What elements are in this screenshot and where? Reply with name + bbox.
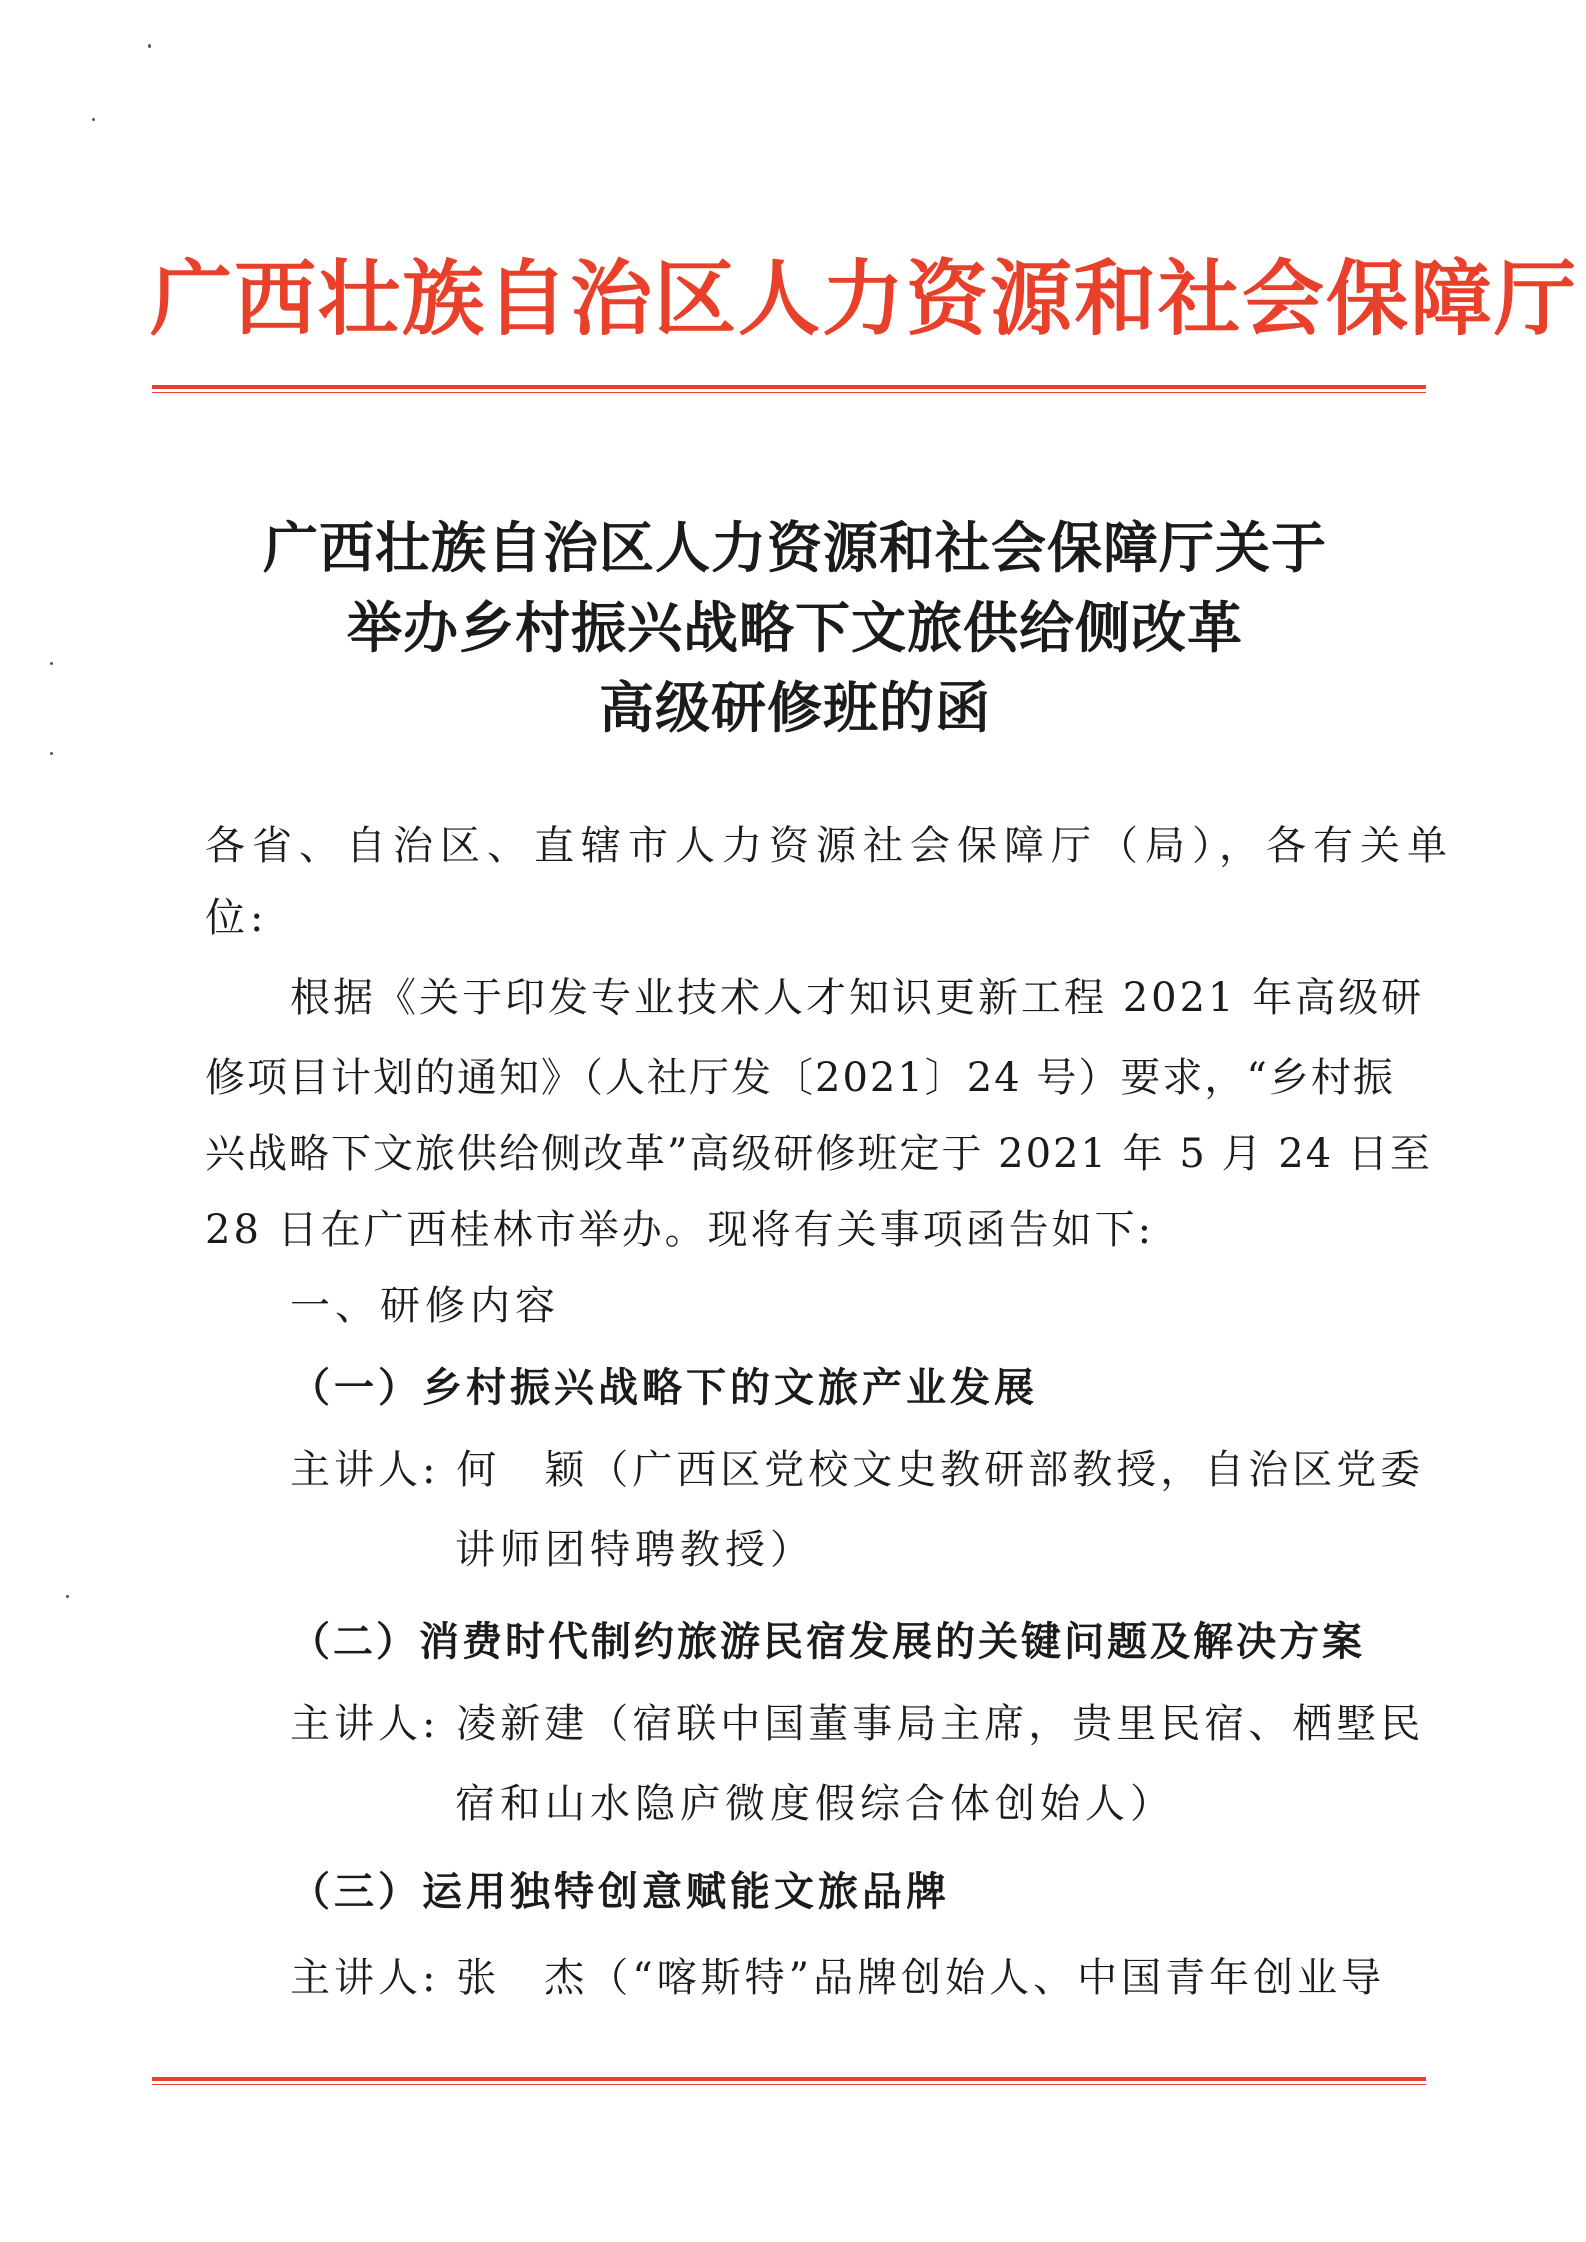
letterhead-org-name: 广西壮族自治区人力资源和社会保障厅: [150, 252, 1579, 347]
speaker-1-line-1: 主讲人: 何 颖（广西区党校文史教研部教授，自治区党委: [290, 1447, 1425, 1493]
scan-speck: [148, 44, 151, 48]
speaker-2-line-2: 宿和山水隐庐微度假综合体创始人）: [455, 1781, 1175, 1827]
title-line-2: 举办乡村振兴战略下文旅供给侧改革: [346, 595, 1243, 660]
topic-1-heading: （一）乡村振兴战略下的文旅产业发展: [290, 1364, 1038, 1411]
salutation-line-1: 各省、自治区、直辖市人力资源社会保障厅（局），各有关单: [205, 823, 1454, 869]
letterhead-red-rule: [152, 385, 1426, 393]
title-line-3: 高级研修班的函: [598, 675, 991, 740]
speaker-1-line-2: 讲师团特聘教授）: [455, 1527, 815, 1573]
paragraph-1-line-4: 28 日在广西桂林市举办。现将有关事项函告如下:: [205, 1207, 1155, 1253]
topic-3-heading: （三）运用独特创意赋能文旅品牌: [290, 1868, 950, 1915]
paragraph-1-line-3: 兴战略下文旅供给侧改革”高级研修班定于 2021 年 5 月 24 日至: [205, 1131, 1432, 1177]
speaker-2-line-1: 主讲人: 凌新建（宿联中国董事局主席，贵里民宿、栖墅民: [290, 1701, 1425, 1747]
footer-red-rule: [152, 2077, 1426, 2085]
scan-speck: [50, 662, 53, 665]
speaker-3-line-1: 主讲人: 张 杰（“喀斯特”品牌创始人、中国青年创业导: [290, 1955, 1386, 2001]
scan-speck: [92, 118, 95, 121]
title-line-1: 广西壮族自治区人力资源和社会保障厅关于: [262, 515, 1327, 580]
section-1-heading: 一、研修内容: [290, 1283, 560, 1329]
salutation-line-2: 位:: [205, 895, 269, 941]
scan-speck: [50, 752, 53, 755]
paragraph-1-line-2: 修项目计划的通知》（人社厅发〔2021〕24 号）要求，“乡村振: [205, 1055, 1395, 1101]
scan-speck: [66, 1595, 69, 1598]
paragraph-1-line-1: 根据《关于印发专业技术人才知识更新工程 2021 年高级研: [290, 975, 1425, 1021]
topic-2-heading: （二）消费时代制约旅游民宿发展的关键问题及解决方案: [290, 1618, 1365, 1665]
